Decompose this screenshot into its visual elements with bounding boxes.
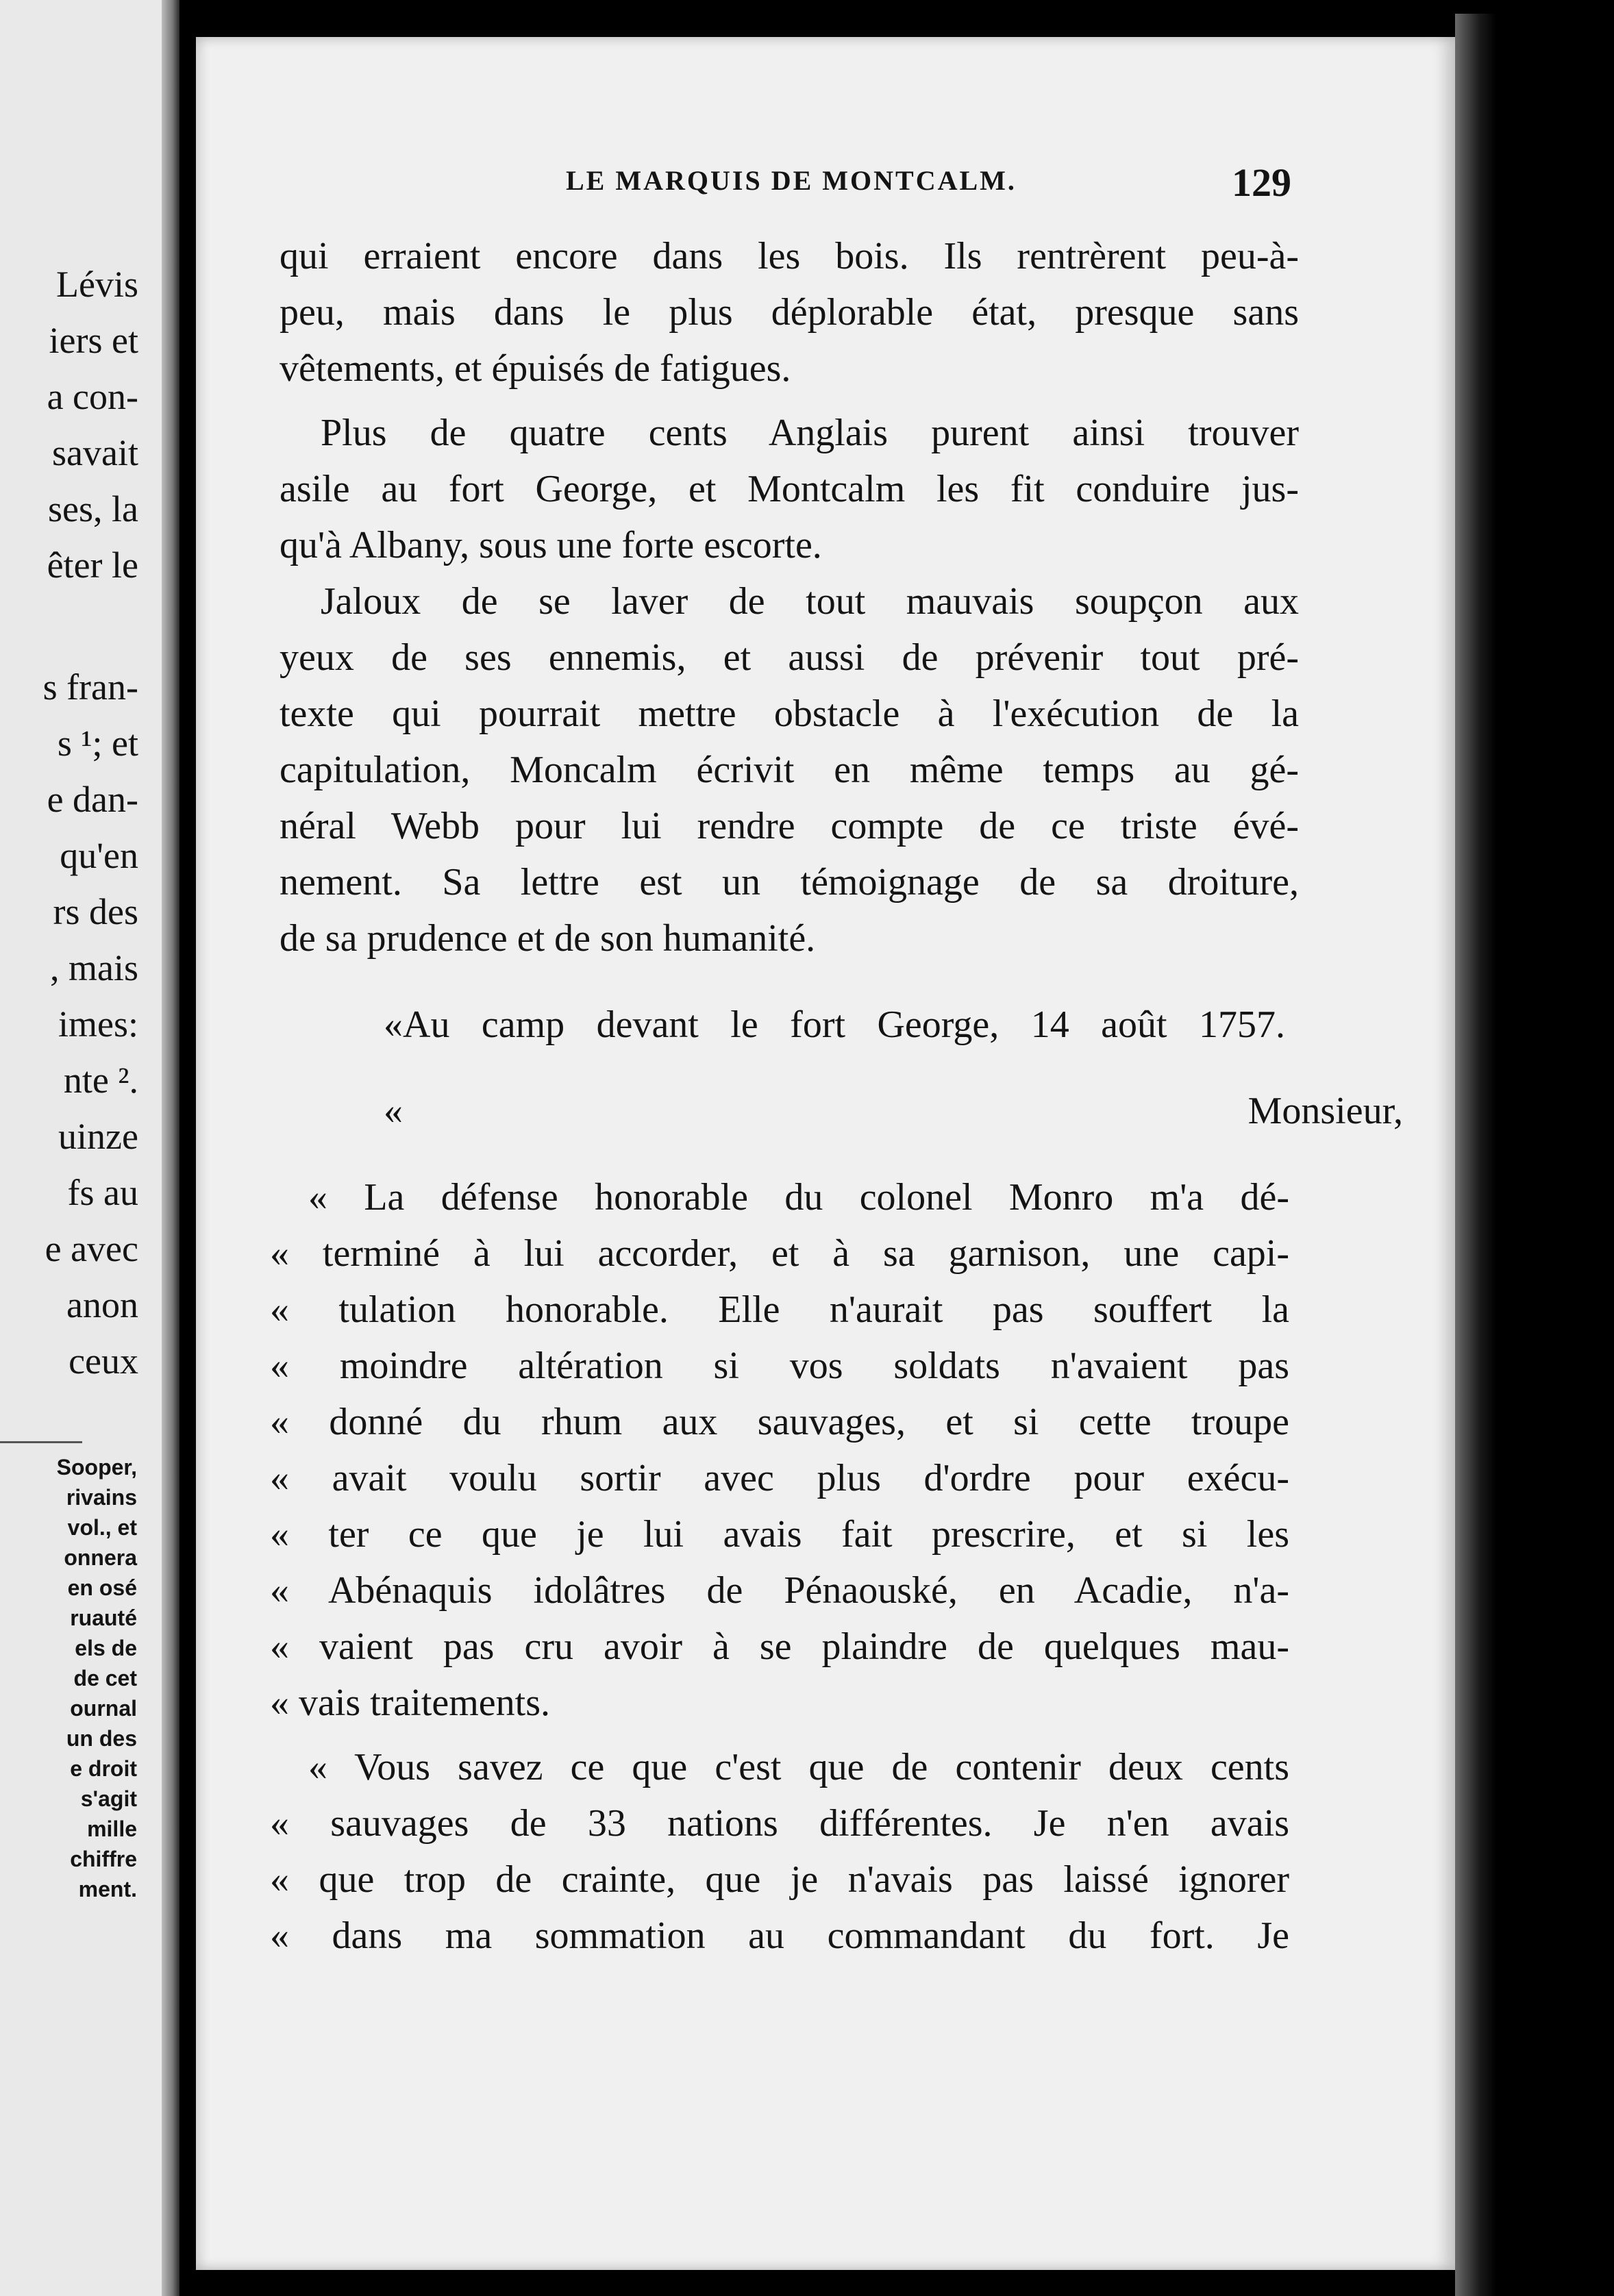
previous-page-line: s fran-: [42, 666, 138, 708]
text-line: « Abénaquis idolâtres de Pénaouské, en Acadie, n'a-: [270, 1569, 1289, 1612]
text-line: « La défense honorable du colonel Monro m'a dé-: [308, 1176, 1289, 1219]
previous-page-line: êter le: [47, 545, 138, 586]
previous-page-line: anon: [66, 1284, 138, 1325]
page-edge-shadow: [1455, 14, 1496, 2296]
previous-page-footnote-line: ournal: [70, 1696, 137, 1721]
previous-page-footnote-line: ment.: [78, 1877, 137, 1901]
previous-page-footnote-line: de cet: [73, 1666, 137, 1690]
previous-page-fragment: [0, 0, 179, 2296]
previous-page-line: iers et: [49, 320, 138, 361]
previous-page-line: fs au: [67, 1172, 138, 1213]
text-line: « donné du rhum aux sauvages, et si cette troupe: [270, 1401, 1289, 1443]
text-line: « Vous savez ce que c'est que de contenir deux cents: [308, 1746, 1289, 1788]
previous-page-line: ceux: [69, 1340, 138, 1382]
text-line: yeux de ses ennemis, et aussi de prévenir tout pré-: [280, 636, 1299, 679]
text-line: néral Webb pour lui rendre compte de ce triste évé-: [280, 805, 1299, 847]
text-line: de sa prudence et de son humanité.: [280, 917, 816, 960]
text-line: vêtements, et épuisés de fatigues.: [280, 347, 791, 390]
text-line: « sauvages de 33 nations différentes. Je n'en avais: [270, 1802, 1289, 1845]
text-line: asile au fort George, et Montcalm les fit conduire jus-: [280, 468, 1299, 510]
previous-page-footnote-line: vol., et: [67, 1515, 137, 1540]
previous-page-line: nte ².: [63, 1060, 138, 1101]
previous-page-footnote-line: e droit: [70, 1756, 137, 1781]
previous-page-line: , mais: [50, 947, 138, 988]
text-line: texte qui pourrait mettre obstacle à l'exécution de la: [280, 692, 1299, 735]
text-line: «Au camp devant le fort George, 14 août 1757.: [384, 1003, 1285, 1046]
previous-page-footnote-line: onnera: [64, 1545, 137, 1570]
previous-page-line: rs des: [53, 891, 138, 932]
previous-page-footnote-line: Sooper,: [56, 1455, 137, 1480]
book-gutter: [162, 0, 179, 2296]
running-title: LE MARQUIS DE MONTCALM.: [566, 165, 1017, 196]
previous-page-line: a con-: [47, 376, 138, 417]
previous-page-footnote-line: un des: [66, 1726, 137, 1751]
text-line: Jaloux de se laver de tout mauvais soupçon aux: [321, 580, 1299, 623]
previous-page-line: s ¹; et: [57, 723, 138, 764]
previous-page-line: e avec: [45, 1228, 138, 1269]
previous-page-footnote-line: ruauté: [70, 1606, 137, 1630]
text-line: « Monsieur,: [384, 1090, 1403, 1132]
previous-page-footnote-line: s'agit: [80, 1786, 137, 1811]
text-line: « vaient pas cru avoir à se plaindre de quelques mau-: [270, 1625, 1289, 1668]
text-line: « que trop de crainte, que je n'avais pas laissé ignorer: [270, 1858, 1289, 1901]
text-line: qui erraient encore dans les bois. Ils rentrèrent peu-à-: [280, 235, 1299, 277]
text-line: « dans ma sommation au commandant du fort. Je: [270, 1914, 1289, 1957]
previous-page-line: qu'en: [60, 835, 138, 876]
previous-page-footnote-line: mille: [87, 1817, 137, 1841]
text-line: peu, mais dans le plus déplorable état, presque sans: [280, 291, 1299, 334]
previous-page-footnote-line: chiffre: [70, 1847, 137, 1871]
footnote-rule: [0, 1441, 82, 1443]
previous-page-line: uinze: [58, 1116, 138, 1157]
previous-page-line: e dan-: [47, 779, 138, 820]
previous-page-footnote-line: rivains: [66, 1485, 137, 1510]
text-line: « moindre altération si vos soldats n'avaient pas: [270, 1345, 1289, 1387]
previous-page-line: savait: [52, 432, 138, 473]
previous-page-line: ses, la: [48, 488, 138, 529]
page-number: 129: [1232, 160, 1291, 205]
text-line: Plus de quatre cents Anglais purent ainsi trouver: [321, 412, 1299, 454]
text-line: « vais traitements.: [270, 1682, 551, 1724]
previous-page-line: Lévis: [56, 264, 138, 305]
previous-page-line: imes:: [58, 1003, 138, 1045]
text-line: « ter ce que je lui avais fait prescrire, et si les: [270, 1513, 1289, 1556]
text-line: « avait voulu sortir avec plus d'ordre pour exécu-: [270, 1457, 1289, 1499]
text-line: nement. Sa lettre est un témoignage de sa droiture,: [280, 861, 1299, 903]
previous-page-footnote-line: els de: [75, 1636, 137, 1660]
text-line: « terminé à lui accorder, et à sa garnison, une capi-: [270, 1232, 1289, 1275]
text-line: qu'à Albany, sous une forte escorte.: [280, 524, 822, 566]
text-line: capitulation, Moncalm écrivit en même temps au gé-: [280, 749, 1299, 791]
text-line: « tulation honorable. Elle n'aurait pas souffert la: [270, 1288, 1289, 1331]
previous-page-footnote-line: en osé: [67, 1575, 137, 1600]
